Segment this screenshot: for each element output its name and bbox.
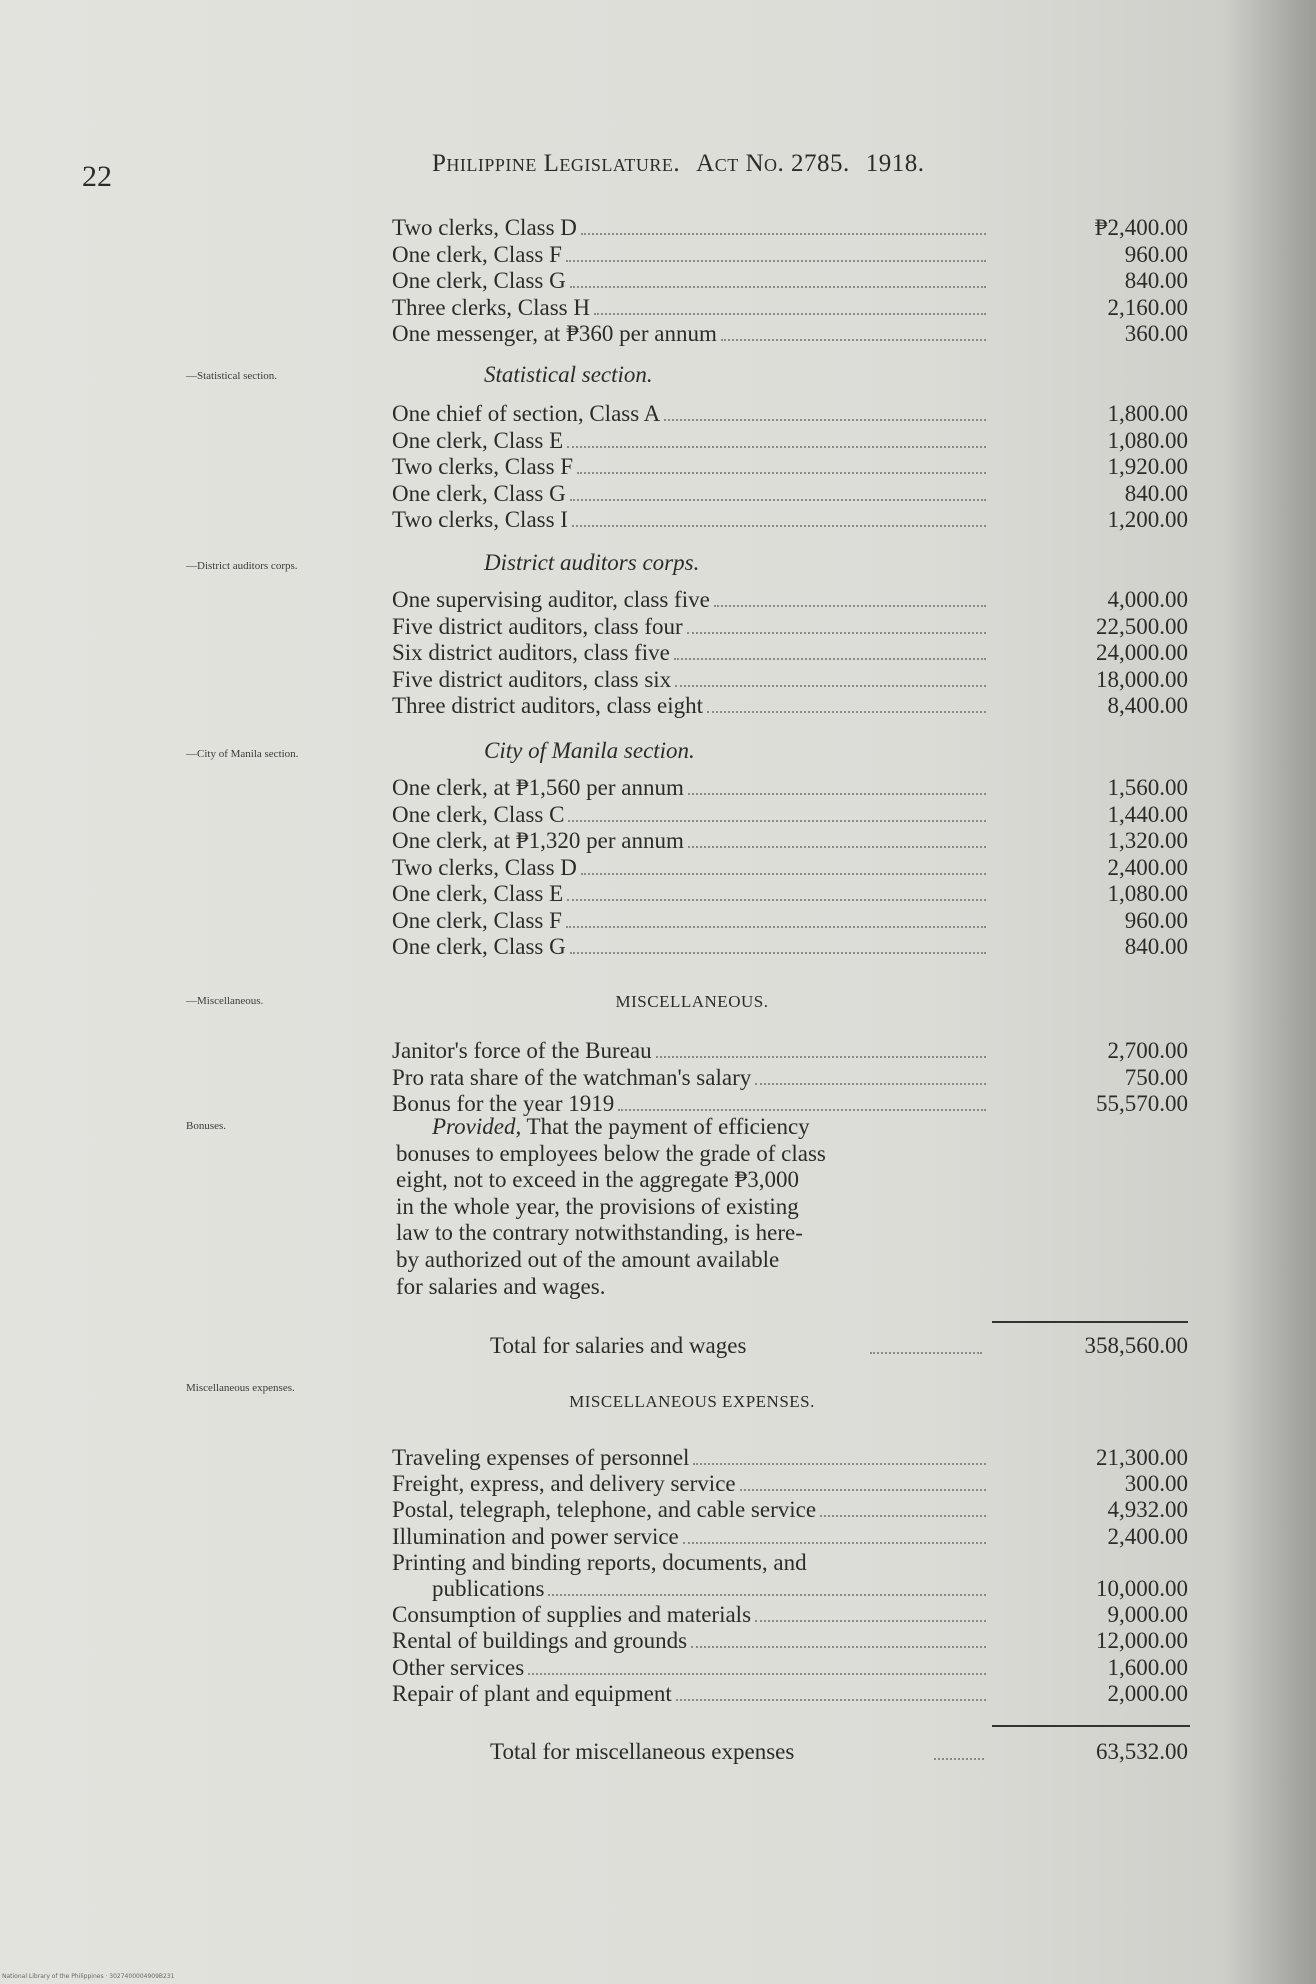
line-item-label: Postal, telegraph, telephone, and cable service <box>392 1497 817 1523</box>
running-head-act: Act No. 2785. <box>696 150 850 177</box>
running-head-title: Philippine Legislature. <box>432 150 681 177</box>
line-item-row <box>392 666 1188 694</box>
proviso-line: in the whole year, the provisions of existing <box>396 1193 799 1219</box>
line-item-row <box>392 1627 1188 1655</box>
line-item-row <box>392 1444 1188 1472</box>
line-item-label: Five district auditors, class four <box>392 613 683 639</box>
dot-leader <box>567 446 986 448</box>
line-item-label: publications <box>432 1576 545 1601</box>
dot-leader <box>870 1352 982 1354</box>
line-item-row <box>392 907 1188 935</box>
line-item-label: Pro rata share of the watchman's salary <box>392 1064 752 1090</box>
section-title-statistical: Statistical section. <box>484 362 653 387</box>
line-item-amount: 960.00 <box>1124 907 1188 933</box>
total-expenses-row <box>392 1737 1188 1767</box>
dot-leader <box>688 793 986 795</box>
line-item-amount: 10,000.00 <box>1096 1576 1188 1601</box>
line-item-row <box>392 1549 1188 1577</box>
dot-leader <box>618 1109 986 1111</box>
line-item-label: Six district auditors, class five <box>392 640 670 665</box>
proviso-line: by authorized out of the amount available <box>396 1246 780 1272</box>
line-item-label: One clerk, at ₱1,320 per annum <box>392 828 684 853</box>
dot-leader <box>707 711 986 713</box>
line-item-label: Two clerks, Class D <box>392 854 577 880</box>
line-item-label: One clerk, Class E <box>392 881 564 906</box>
margin-note-district: —District auditors corps. <box>186 560 298 572</box>
dot-leader <box>693 1463 986 1465</box>
total-expenses-amount: 63,532.00 <box>1096 1739 1188 1764</box>
line-item-row <box>392 480 1188 508</box>
line-item-row <box>392 586 1188 614</box>
line-item-row <box>392 854 1188 882</box>
line-item-amount: 750.00 <box>1124 1064 1188 1090</box>
dot-leader <box>656 1056 986 1058</box>
line-item-label: One messenger, at ₱360 per annum <box>392 321 717 346</box>
line-item-label: Traveling expenses of personnel <box>392 1445 690 1470</box>
line-item-amount: 22,500.00 <box>1096 613 1188 639</box>
line-item-row <box>392 453 1188 481</box>
line-item-label: One clerk, Class C <box>392 801 565 827</box>
line-item-amount: 1,200.00 <box>1107 507 1188 532</box>
dot-leader <box>820 1515 986 1517</box>
dot-leader <box>594 313 986 315</box>
line-item-amount: 21,300.00 <box>1096 1445 1188 1470</box>
line-item-amount: 1,320.00 <box>1107 828 1188 853</box>
line-item-amount: 840.00 <box>1124 934 1188 959</box>
line-item-label: Janitor's force of the Bureau <box>392 1038 652 1063</box>
dot-leader <box>568 820 986 822</box>
line-item-amount: 840.00 <box>1124 268 1188 293</box>
line-item-row <box>392 427 1188 455</box>
line-item-amount: 8,400.00 <box>1107 693 1188 718</box>
line-item-row <box>392 1470 1188 1498</box>
section-title-expenses: MISCELLANEOUS EXPENSES. <box>569 1392 815 1411</box>
dot-leader <box>577 472 986 474</box>
line-item-amount: 1,080.00 <box>1107 881 1188 906</box>
line-item-label: One clerk, Class F <box>392 907 562 933</box>
total-rule <box>992 1321 1188 1323</box>
line-item-row <box>392 774 1188 802</box>
line-item-row <box>392 1680 1188 1708</box>
line-item-amount: 18,000.00 <box>1096 666 1188 692</box>
line-item-label: One supervising auditor, class five <box>392 587 710 612</box>
line-item-label: Repair of plant and equipment <box>392 1680 672 1706</box>
dot-leader <box>567 899 986 901</box>
line-item-label: Bonus for the year 1919 <box>392 1091 615 1116</box>
line-item-label: One chief of section, Class A <box>392 401 661 426</box>
line-item-amount: 1,440.00 <box>1107 801 1188 827</box>
line-item-label: Freight, express, and delivery service <box>392 1471 736 1497</box>
dot-leader <box>581 233 986 235</box>
dot-leader <box>676 1699 986 1701</box>
line-item-label: Other services <box>392 1654 525 1680</box>
proviso-line: eight, not to exceed in the aggregate ₱3,000 <box>396 1167 800 1193</box>
line-item-amount: 1,600.00 <box>1107 1654 1188 1680</box>
dot-leader <box>570 499 986 501</box>
line-item-row <box>392 267 1188 295</box>
dot-leader <box>675 685 986 687</box>
line-item-label: Three clerks, Class H <box>392 294 590 320</box>
dot-leader <box>755 1083 986 1085</box>
dot-leader <box>721 339 986 341</box>
proviso-line: law to the contrary notwithstanding, is here- <box>396 1220 803 1246</box>
dot-leader <box>688 846 986 848</box>
line-item-amount: 1,920.00 <box>1107 454 1188 479</box>
total-salaries-row <box>392 1331 1188 1361</box>
dot-leader <box>687 632 986 634</box>
line-item-amount: 2,160.00 <box>1107 294 1188 320</box>
line-item-amount: 2,400.00 <box>1107 854 1188 880</box>
margin-note-statistical: —Statistical section. <box>186 370 278 382</box>
line-item-row <box>392 506 1188 534</box>
line-item-row <box>392 1064 1188 1092</box>
proviso-line <box>396 1114 994 1141</box>
dot-leader <box>566 926 986 928</box>
line-item-label: Two clerks, Class I <box>392 507 568 532</box>
margin-note-manila: —City of Manila section. <box>186 748 299 760</box>
footer-credit: National Library of the Philippines · 3027400004909B231 <box>2 1973 175 1980</box>
line-item-row <box>392 1496 1188 1524</box>
dot-leader <box>548 1594 986 1596</box>
dot-leader <box>683 1542 986 1544</box>
dot-leader <box>740 1489 986 1491</box>
dot-leader <box>570 952 986 954</box>
proviso-line: for salaries and wages. <box>396 1273 606 1299</box>
line-item-row <box>392 241 1188 269</box>
total-rule <box>992 1725 1190 1727</box>
line-item-amount: 9,000.00 <box>1107 1602 1188 1628</box>
line-item-amount: 4,932.00 <box>1107 1497 1188 1523</box>
dot-leader <box>755 1620 986 1622</box>
line-item-label: One clerk, at ₱1,560 per annum <box>392 775 684 800</box>
line-item-row <box>392 1037 1188 1065</box>
dot-leader <box>934 1758 984 1760</box>
margin-note-miscellaneous: —Miscellaneous. <box>186 995 264 1007</box>
section-title-district: District auditors corps. <box>484 550 700 575</box>
line-item-amount: 4,000.00 <box>1107 587 1188 612</box>
line-item-amount: 1,080.00 <box>1107 427 1188 453</box>
line-item-amount: 12,000.00 <box>1096 1628 1188 1654</box>
line-item-label: Printing and binding reports, documents, and <box>392 1549 807 1575</box>
line-item-row <box>392 214 1188 242</box>
line-item-amount: 1,800.00 <box>1107 401 1188 426</box>
total-salaries-label: Total for salaries and wages <box>490 1333 747 1358</box>
line-item-amount: 2,700.00 <box>1107 1038 1188 1063</box>
proviso-word: Provided, <box>432 1114 522 1139</box>
proviso-line: bonuses to employees below the grade of class <box>396 1140 826 1166</box>
dot-leader <box>566 260 986 262</box>
line-item-row <box>392 692 1188 720</box>
line-item-label: Two clerks, Class D <box>392 215 577 240</box>
section-title-manila: City of Manila section. <box>484 738 695 763</box>
line-item-amount: ₱2,400.00 <box>1094 215 1188 240</box>
running-head <box>432 150 925 178</box>
line-item-label: One clerk, Class G <box>392 934 566 959</box>
proviso-line-text: That the payment of efficiency <box>521 1114 810 1139</box>
line-item-label: One clerk, Class E <box>392 427 564 453</box>
total-expenses-label: Total for miscellaneous expenses <box>490 1739 795 1764</box>
dot-leader <box>691 1646 986 1648</box>
line-item-amount: 840.00 <box>1124 480 1188 506</box>
line-item-label: Three district auditors, class eight <box>392 693 704 718</box>
page-number: 22 <box>82 160 112 193</box>
line-item-label: Rental of buildings and grounds <box>392 1628 688 1654</box>
line-item-row <box>392 1575 1188 1603</box>
line-item-row <box>392 801 1188 829</box>
line-item-label: Consumption of supplies and materials <box>392 1602 752 1628</box>
dot-leader <box>581 873 986 875</box>
line-item-label: One clerk, Class G <box>392 480 566 506</box>
line-item-row <box>392 320 1188 348</box>
line-item-row <box>392 639 1188 667</box>
line-item-row <box>392 1601 1188 1629</box>
running-head-year: 1918. <box>865 150 925 177</box>
line-item-row <box>392 827 1188 855</box>
line-item-amount: 2,400.00 <box>1107 1523 1188 1549</box>
line-item-amount: 2,000.00 <box>1107 1680 1188 1706</box>
total-salaries-amount: 358,560.00 <box>1084 1333 1188 1358</box>
line-item-row <box>392 933 1188 961</box>
dot-leader <box>528 1673 986 1675</box>
line-item-amount: 1,560.00 <box>1107 775 1188 800</box>
line-item-row <box>392 1523 1188 1551</box>
line-item-amount: 960.00 <box>1124 241 1188 267</box>
line-item-amount: 24,000.00 <box>1096 640 1188 665</box>
line-item-label: Illumination and power service <box>392 1523 679 1549</box>
dot-leader <box>572 525 986 527</box>
line-item-amount: 55,570.00 <box>1096 1091 1188 1116</box>
line-item-row <box>392 1654 1188 1682</box>
section-title-miscellaneous: MISCELLANEOUS. <box>615 992 769 1011</box>
line-item-row <box>392 294 1188 322</box>
dot-leader <box>714 605 986 607</box>
line-item-label: Five district auditors, class six <box>392 666 672 692</box>
line-item-row <box>392 400 1188 428</box>
dot-leader <box>570 286 986 288</box>
line-item-amount: 300.00 <box>1124 1471 1188 1497</box>
line-item-label: One clerk, Class F <box>392 241 562 267</box>
line-item-label: One clerk, Class G <box>392 268 566 293</box>
line-item-row <box>392 613 1188 641</box>
margin-note-expenses: Miscellaneous expenses. <box>186 1382 295 1394</box>
dot-leader <box>664 419 986 421</box>
dot-leader <box>674 658 986 660</box>
margin-note-bonuses: Bonuses. <box>186 1120 227 1132</box>
line-item-row <box>392 880 1188 908</box>
line-item-amount: 360.00 <box>1124 321 1188 346</box>
proviso-paragraph <box>396 1114 994 1300</box>
line-item-label: Two clerks, Class F <box>392 454 574 479</box>
